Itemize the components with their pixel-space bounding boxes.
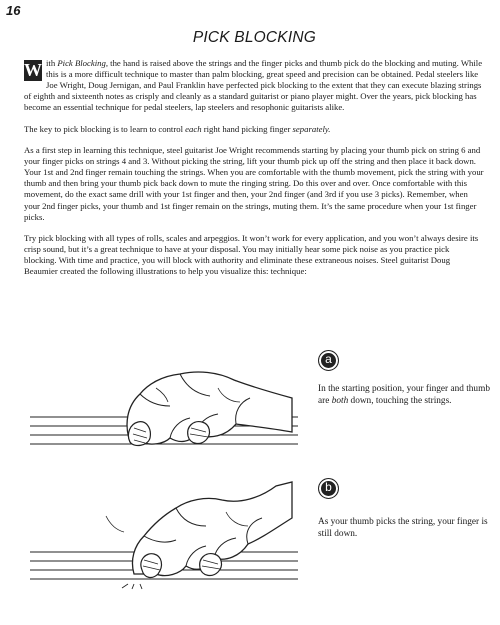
drop-cap: W <box>24 60 42 80</box>
paragraph-key <box>24 124 484 135</box>
text-segment: As your thumb picks the string, your finger is still down. <box>318 517 488 539</box>
page-number: 16 <box>6 3 21 18</box>
text-segment: As a first step in learning this technique, steel guitarist Joe Wright recommends starting by placing your thumb pick on string 6 and your finger picks on strings 4 and 3. Without picking the string, lift your thumb pick up off the string and then place it back down. Your 1st and 2nd finger remain touching the strings. When you are comfortable with the thumb movement, pick the string with your thumb and then bring your thumb pick back down to mute the ringing string. Do this over and over. Once comfortable with this movement, do the exact same drill with your 1st finger and then, your 2nd finger (and 3rd if you use 3 picks). Remember, when your 2nd finger picks, your thumb and 1st finger remain on the strings, muting them. It’s the same procedure when your 1st finger picks. <box>24 145 484 222</box>
text-segment: In the starting position, your finger and thumb are <box>318 384 490 406</box>
paragraph-practice <box>24 233 484 277</box>
text-segment: right hand picking finger <box>201 123 293 134</box>
text-segment-italic: both <box>331 395 349 406</box>
text-segment: The key to pick blocking is to learn to control <box>24 123 186 134</box>
text-segment-italic: Pick Blocking <box>57 58 106 68</box>
figure-b-label: b <box>325 480 332 494</box>
hand-illustration-b <box>30 478 302 590</box>
article-body <box>24 58 484 288</box>
text-segment: , the hand is raised above the strings and the finger picks and thumb pick do the blocking and muting. While this is a more difficult technique to master than palm blocking, great speed and precision can be obtained. Pedal steelers like Joe Wright, Doug Jernigan, and Paul Franklin have perfected pick blocking to the extent that they can execute blazing strings of eighth and sixteenth notes as crisply and cleanly as a standard guitarist or piano player might. Over the years, pick blocking has become an essential technique for pedal steelers, lap steelers and resophonic guitarists alike. <box>24 58 483 113</box>
hand-illustration-a <box>30 362 302 466</box>
paragraph-intro <box>24 58 484 113</box>
text-segment: down, touching the strings. <box>348 395 452 406</box>
text-segment: ith <box>46 58 58 68</box>
figure-a-caption <box>318 384 493 407</box>
figure-a-label: a <box>325 352 332 366</box>
text-segment-italic: each <box>185 123 202 134</box>
text-segment-italic: separately. <box>292 123 331 134</box>
text-segment: Try pick blocking with all types of rolls, scales and arpeggios. It won’t work for every application, and you won’t always desire its crisp sound, but it’s a great technique to have at your disposal. You may initially hear some pick noise as you practice pick blocking. With time and practice, you will block with authority and eliminate these extraneous noises. Steel guitarist Doug Beaumier created the following illustrations to help you visualize this: technique: <box>24 233 479 277</box>
figure-b-badge <box>318 478 339 499</box>
paragraph-first-step <box>24 145 484 222</box>
figure-a-badge <box>318 350 339 371</box>
page-title: PICK BLOCKING <box>192 29 316 46</box>
figure-b-caption <box>318 517 493 540</box>
